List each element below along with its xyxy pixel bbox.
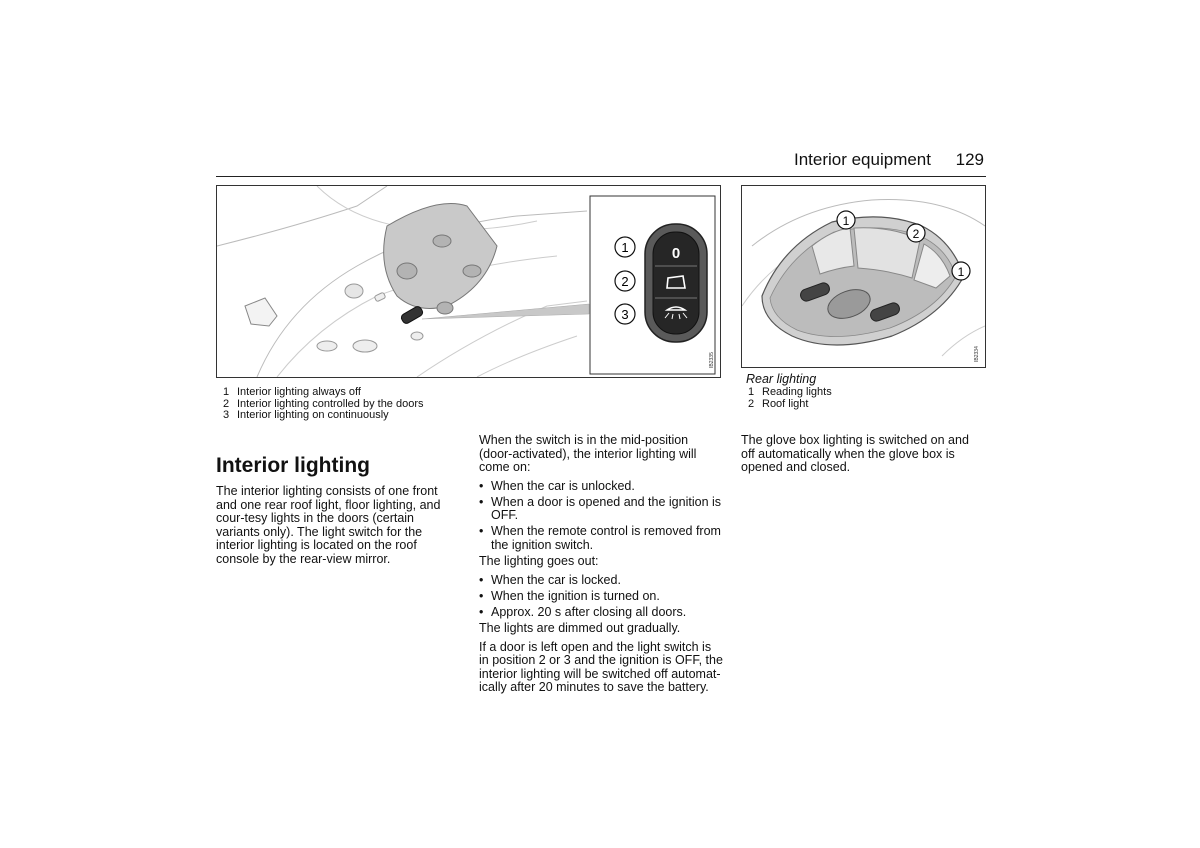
callout-1: 1 (842, 214, 850, 228)
callout-2: 2 (912, 227, 920, 241)
list-item: • Approx. 20 s after closing all doors. (479, 606, 723, 620)
list-item: • When the car is unlocked. (479, 480, 723, 494)
list-item: • When the ignition is turned on. (479, 590, 723, 604)
lighting-off-intro: The lighting goes out: (479, 554, 599, 568)
intro-paragraph: The interior lighting consists of one front and one rear roof light, floor lighting, and cour-tesy lights in the doors (certain variants only). The light switch for the interior lighting is located on the roof console by the rear-view mirror. (216, 484, 441, 566)
callout-markers (615, 237, 635, 324)
roof-console-illustration (217, 186, 720, 377)
column-intro (216, 453, 459, 571)
mid-position-paragraph: When the switch is in the mid-position (door-activated), the interior lighting will come on: (479, 433, 697, 474)
rear-lighting-caption (746, 372, 832, 410)
lighting-off-list (479, 574, 723, 620)
lighting-on-list (479, 480, 723, 553)
rear-lighting-illustration (742, 186, 985, 367)
callout-1b: 1 (957, 265, 965, 279)
callout-2: 2 (621, 274, 629, 289)
list-item: • When the car is locked. (479, 574, 723, 588)
dimming-paragraph: The lights are dimmed out gradually. (479, 621, 681, 635)
caption-item: 2 Roof light (748, 397, 809, 410)
caption-item: 2 Interior lighting controlled by the doors (223, 397, 424, 410)
callout-3: 3 (621, 307, 629, 322)
column-switch-behaviour (479, 434, 723, 700)
section-title: Interior equipment (793, 150, 931, 169)
caption-title: Rear lighting (746, 372, 817, 386)
list-item: • When the remote control is removed from the ignition switch. (479, 525, 723, 552)
caption-item: 1 Reading lights (748, 386, 832, 398)
roof-console-figure (216, 185, 721, 378)
page-header (216, 150, 986, 178)
caption-item: 1 Interior lighting always off (223, 386, 361, 398)
light-switch-graphic (645, 224, 707, 342)
header-rule (216, 176, 986, 177)
figure-code: IB2335 (709, 352, 715, 368)
caption-item: 3 Interior lighting on continuously (223, 409, 389, 421)
column-glovebox (741, 434, 986, 480)
callout-1: 1 (621, 240, 629, 255)
glovebox-paragraph: The glove box lighting is switched on and off automatically when the glove box is opened and closed. (741, 433, 969, 474)
switch-off-symbol: 0 (671, 245, 681, 262)
list-item: • When a door is opened and the ignition is OFF. (479, 496, 723, 523)
figure-code: IB2334 (974, 346, 980, 362)
rear-lighting-figure (741, 185, 986, 368)
door-open-paragraph: If a door is left open and the light switch is in position 2 or 3 and the ignition is OFF, the interior lighting will be switched off automat-ically after 20 minutes to save the battery. (479, 639, 723, 694)
page-number: 129 (955, 150, 984, 169)
switch-caption (223, 387, 424, 422)
section-heading: Interior lighting (216, 454, 370, 477)
